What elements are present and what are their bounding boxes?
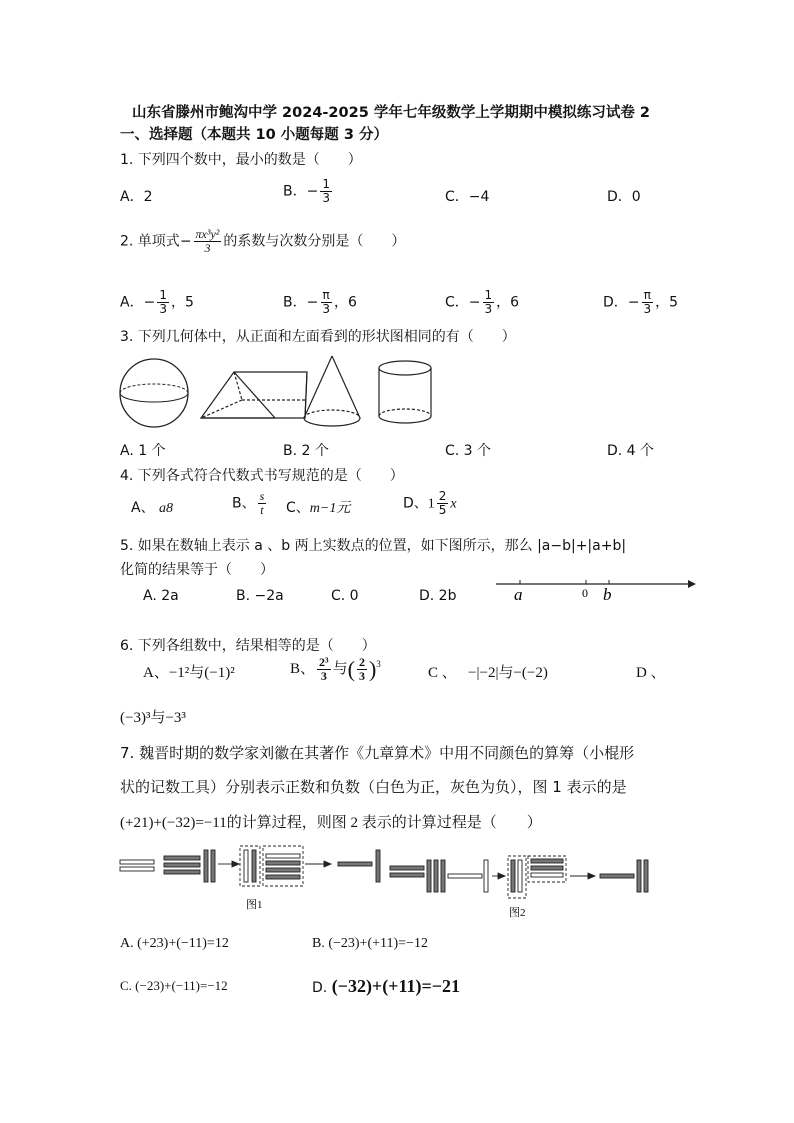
number-line-figure — [492, 572, 702, 604]
q6-b-right-num: 2 — [358, 655, 365, 669]
q6-option-a — [143, 661, 235, 682]
section-heading: 一、选择题（本题共 10 小题每题 3 分） — [120, 127, 388, 143]
q2-stem-den: 3 — [204, 241, 211, 255]
q7-option-b: B. (−23)+(+11)=−12 — [312, 936, 428, 951]
q6-b-mid: 与 — [332, 660, 348, 677]
q1-b-den: 3 — [322, 191, 330, 205]
counting-rods-figure — [118, 842, 658, 922]
q2-b-fraction — [320, 289, 332, 316]
q6-c-label: C 、 — [428, 665, 457, 681]
q2-b-den: 3 — [322, 302, 330, 316]
q6-b-power: 3 — [376, 658, 381, 669]
q4-d-var: x — [450, 496, 457, 512]
q2-d-label: D． — [603, 294, 628, 311]
q7-d-label: D. — [312, 980, 328, 996]
prism-shape — [201, 372, 307, 418]
q4-b-num: s — [259, 489, 265, 503]
q2-a-tail: ，5 — [170, 294, 194, 311]
q6-a-label: A、 — [143, 665, 169, 681]
q2-d-den: 3 — [643, 302, 652, 316]
q5-option-d: D. 2b — [419, 588, 457, 604]
q2-b-label: B． — [283, 294, 307, 311]
q2-d-sign: − — [627, 294, 640, 311]
q5-option-c: C. 0 — [331, 588, 359, 604]
q2-option-b — [283, 289, 357, 316]
q2-a-num: 1 — [159, 288, 167, 302]
q7-d-expr: (−32)+(+11)=−21 — [331, 976, 460, 996]
question-3-stem: 3. 下列几何体中，从正面和左面看到的形状图相同的有（ ） — [120, 329, 516, 345]
q6-a-expr: −1²与(−1)² — [168, 665, 235, 681]
axis-label-b: b — [603, 585, 612, 604]
q4-d-num: 2 — [438, 489, 447, 503]
q2-stem-sign: − — [179, 233, 192, 250]
q2-d-fraction — [642, 289, 654, 316]
q1-b-sign: − — [306, 183, 319, 200]
cone-shape — [304, 356, 360, 426]
q4-c-expr: m−1元 — [309, 501, 351, 516]
q1-option-a: A．2 — [120, 189, 153, 205]
q2-option-c — [445, 289, 519, 316]
axis-arrow-icon — [688, 580, 696, 588]
q4-d-label: D、 — [403, 495, 428, 512]
q1-b-num: 1 — [322, 177, 330, 191]
q2-c-label: C． — [445, 294, 469, 311]
q6-b-right-den: 3 — [358, 669, 365, 683]
q4-b-den: t — [260, 503, 264, 517]
q1-option-c: C．−4 — [445, 189, 490, 205]
q3-solids-figure — [115, 352, 445, 432]
q1-option-b — [283, 178, 334, 205]
q6-c-expr: −|−2|与−(−2) — [468, 665, 548, 681]
q6-b-left-fraction — [317, 656, 331, 683]
q2-a-fraction — [157, 289, 169, 316]
q5-option-b: B. −2a — [236, 588, 284, 604]
question-7-line1: 7. 魏晋时期的数学家刘徽在其著作《九章算术》中用不同颜色的算筹（小棍形 — [120, 744, 635, 762]
q4-option-a — [131, 497, 173, 517]
figure-1-caption: 图1 — [246, 899, 263, 911]
question-4-stem: 4. 下列各式符合代数式书写规范的是（ ） — [120, 468, 404, 484]
q6-option-d-label: D 、 — [636, 665, 666, 681]
axis-label-0: 0 — [582, 586, 588, 600]
q6-b-left-num: 2³ — [319, 655, 329, 669]
q3-option-d: D. 4 个 — [607, 443, 655, 459]
q2-d-tail: ，5 — [655, 294, 679, 311]
cylinder-shape — [379, 361, 431, 423]
q6-b-right-fraction — [357, 656, 367, 683]
q4-c-label: C、 — [286, 500, 310, 516]
q1-b-label: B． — [283, 183, 307, 200]
question-7-line3: (+21)+(−32)=−11的计算过程，则图 2 表示的计算过程是（ ） — [120, 815, 542, 831]
page-title: 山东省滕州市鲍沟中学 2024-2025 学年七年级数学上学期期中模拟练习试卷 2 — [132, 105, 650, 121]
q4-option-c — [286, 497, 350, 517]
question-1-stem: 1. 下列四个数中，最小的数是（ ） — [120, 152, 362, 168]
q2-stem-suffix: 的系数与次数分别是（ ） — [223, 233, 406, 250]
q2-c-sign: − — [468, 294, 481, 311]
q2-stem-fraction — [194, 228, 222, 255]
q6-option-d-expr: (−3)³与−3³ — [120, 710, 186, 726]
question-5-stem-line1: 5. 如果在数轴上表示 a 、b 两上实数点的位置，如下图所示，那么 |a−b|+|a+b| — [120, 538, 627, 554]
question-7-line2: 状的记数工具）分别表示正数和负数（白色为正，灰色为负），图 1 表示的是 — [120, 778, 627, 796]
q6-b-left-den: 3 — [320, 669, 327, 683]
q1-b-fraction — [320, 178, 332, 205]
q2-option-d — [603, 289, 678, 316]
q4-d-den: 5 — [438, 503, 447, 517]
q2-a-sign: − — [143, 294, 156, 311]
question-5-stem-line2: 化简的结果等于（ ） — [120, 562, 274, 578]
q2-b-tail: ，6 — [333, 294, 357, 311]
q2-stem-prefix: 2. 单项式 — [120, 233, 180, 250]
q3-option-b: B. 2 个 — [283, 443, 329, 459]
q2-d-num: π — [643, 288, 651, 302]
q2-option-a — [120, 289, 194, 316]
q3-option-a: A. 1 个 — [120, 443, 166, 459]
q4-option-b — [232, 490, 268, 517]
q2-b-sign: − — [306, 294, 319, 311]
q2-stem-num: πx³y² — [195, 227, 220, 241]
q2-c-num: 1 — [484, 288, 493, 302]
q1-option-d: D．0 — [607, 189, 641, 205]
question-6-stem: 6. 下列各组数中，结果相等的是（ ） — [120, 638, 376, 654]
q2-c-tail: ，6 — [496, 294, 520, 311]
q2-c-fraction — [483, 289, 495, 316]
q6-b-label: B、 — [290, 660, 316, 677]
q7-option-d — [312, 976, 460, 997]
q4-a-expr: a8 — [159, 501, 174, 516]
q2-b-num: π — [322, 288, 330, 302]
q4-d-whole: 1 — [427, 496, 435, 512]
q7-option-a: A. (+23)+(−11)=12 — [120, 936, 229, 951]
q2-a-label: A． — [120, 294, 144, 311]
q5-option-a: A. 2a — [143, 588, 179, 604]
axis-label-a: a — [514, 585, 523, 604]
q4-option-d — [403, 490, 457, 517]
q4-a-label: A、 — [131, 500, 155, 516]
q7-option-c: C. (−23)+(−11)=−12 — [120, 978, 228, 993]
q4-d-fraction — [437, 490, 449, 517]
q2-a-den: 3 — [159, 302, 167, 316]
question-2-stem — [120, 228, 405, 255]
q6-option-c — [428, 661, 548, 682]
figure-2-caption: 图2 — [509, 907, 526, 919]
q4-b-label: B、 — [232, 495, 256, 512]
q6-option-b: B、 $\frac{\text{2³}}{3}$ 与( $\frac{2}{3}$ )$^3$ — [290, 655, 381, 683]
sphere-shape — [120, 359, 188, 427]
q3-option-c: C. 3 个 — [445, 443, 492, 459]
q4-b-fraction — [258, 490, 267, 517]
q2-c-den: 3 — [484, 302, 493, 316]
